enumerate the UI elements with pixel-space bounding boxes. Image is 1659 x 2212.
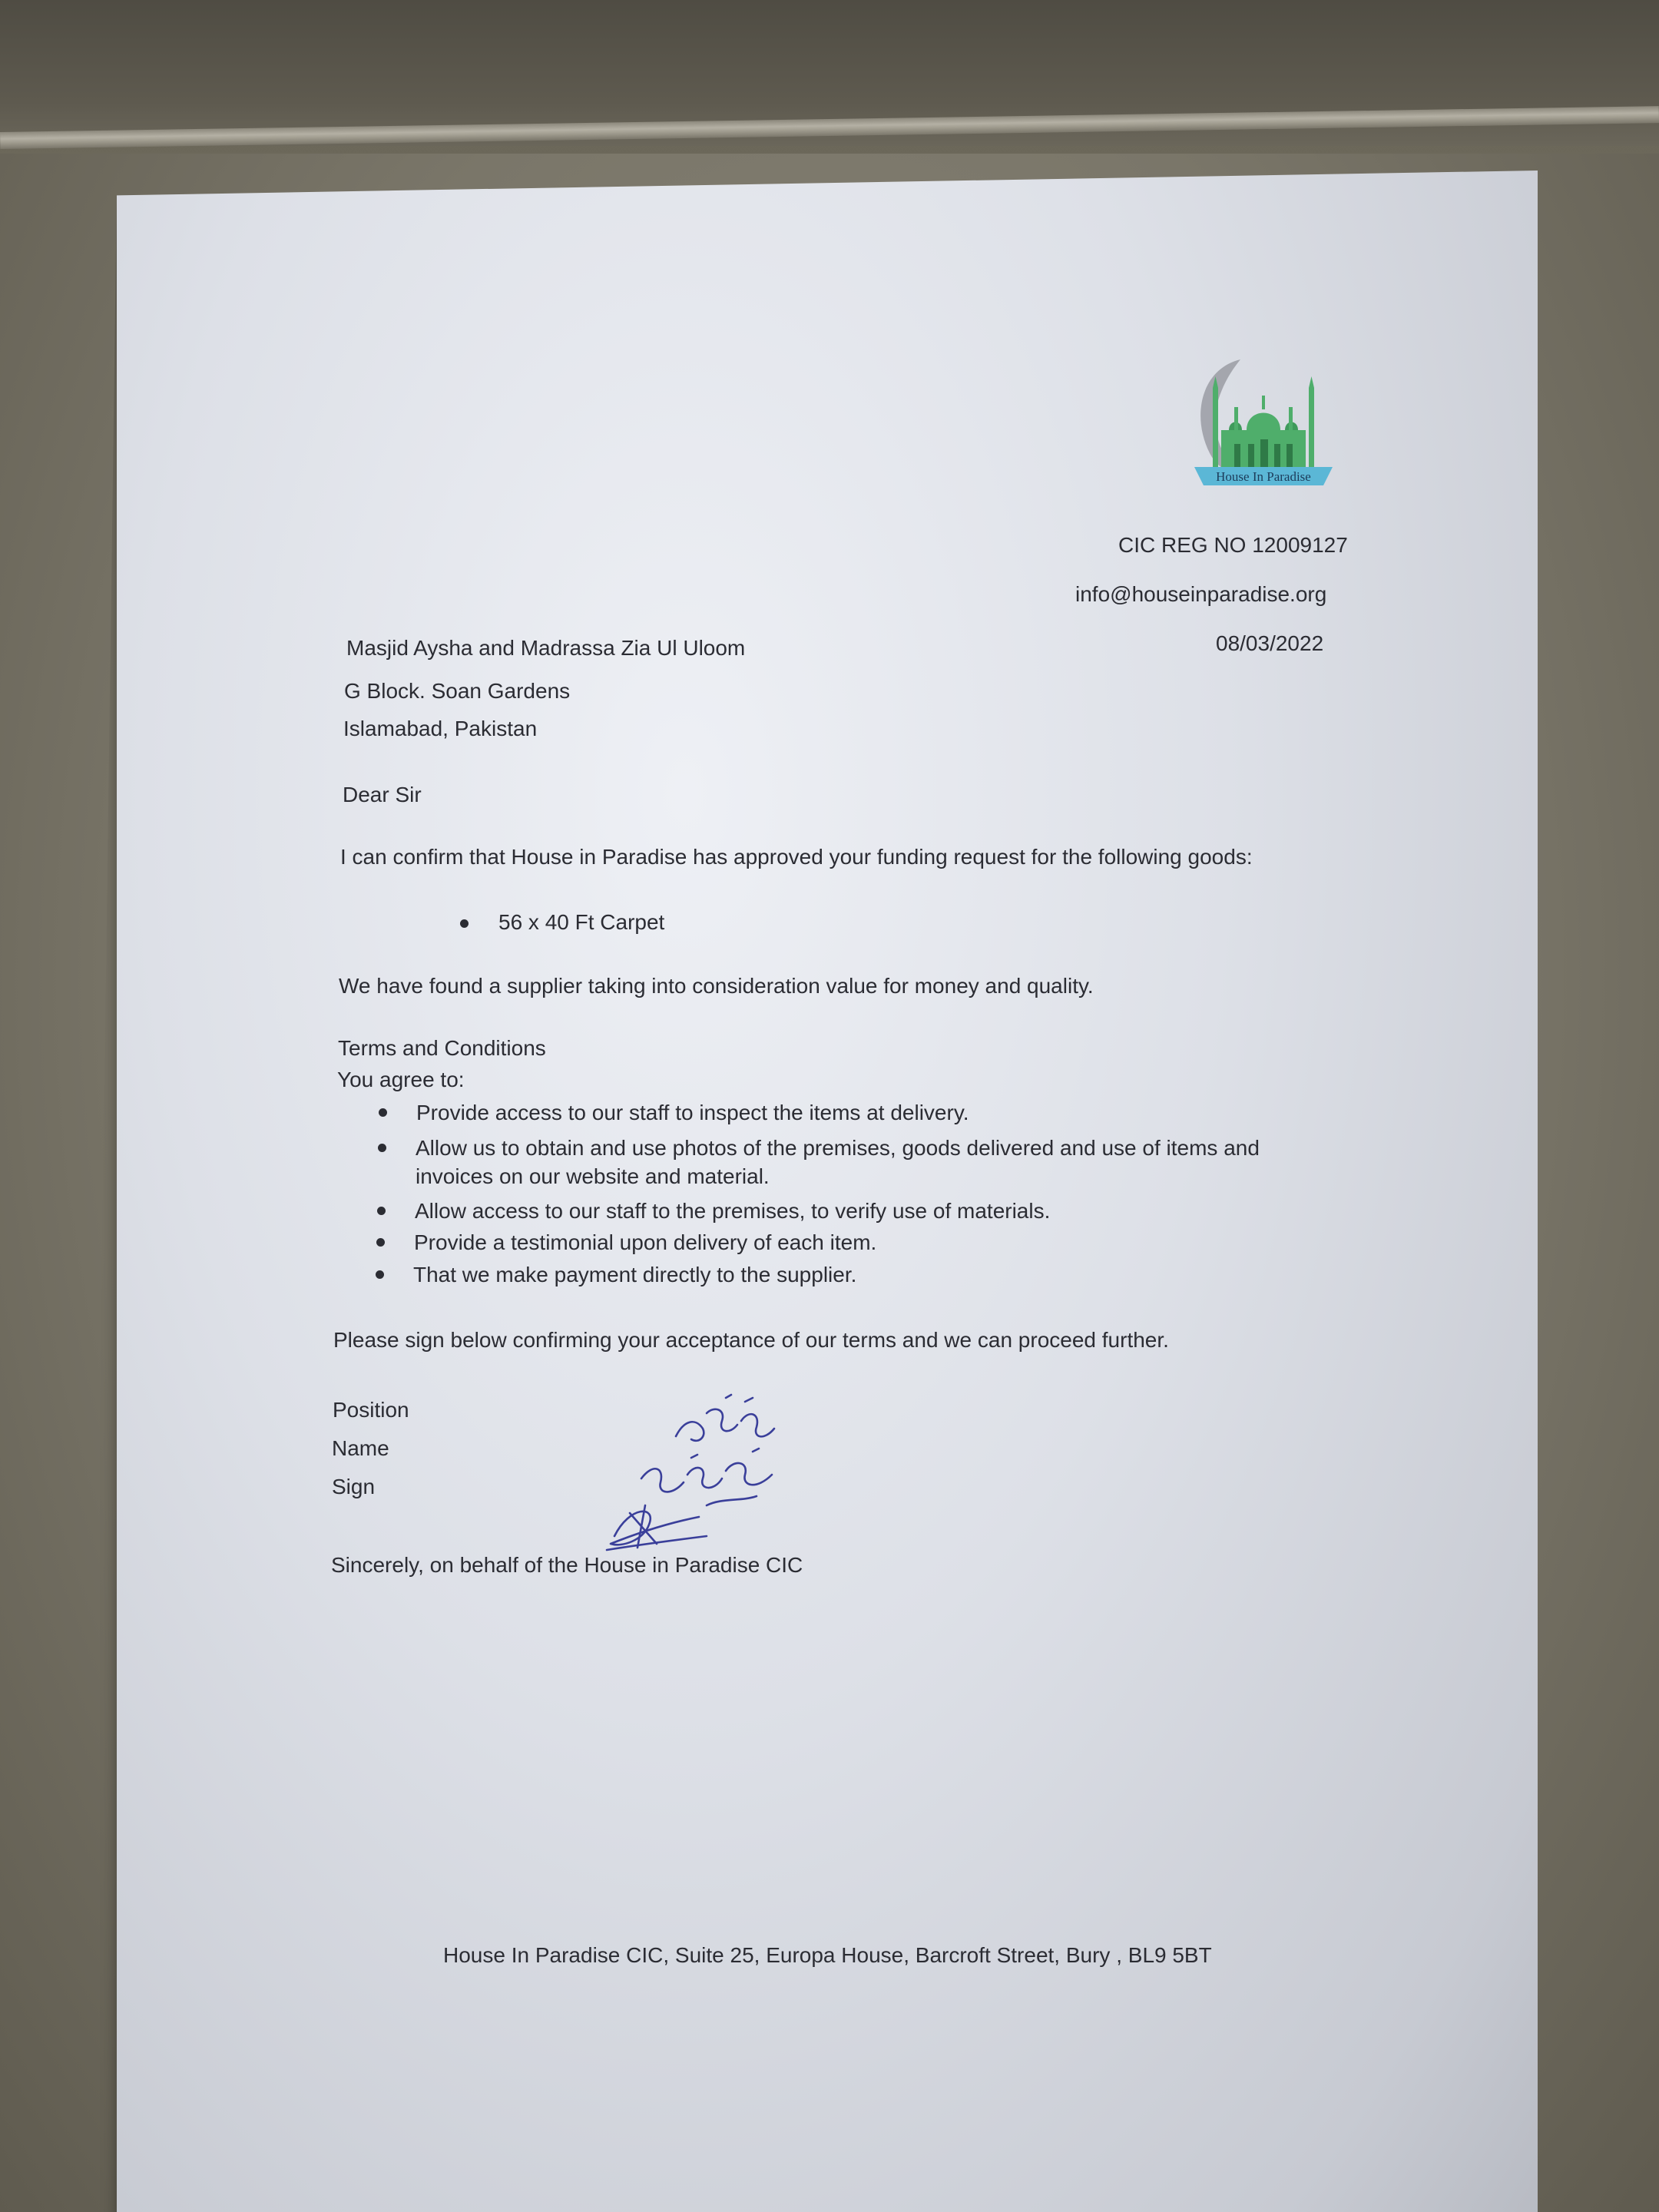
footer-address: House In Paradise CIC, Suite 25, Europa House, Barcroft Street, Bury , BL9 5BT	[443, 1943, 1212, 1967]
goods-item: 56 x 40 Ft Carpet	[498, 910, 665, 934]
position-label: Position	[333, 1398, 409, 1422]
term-item-1: Provide access to our staff to inspect the items at delivery.	[416, 1101, 969, 1124]
letter-date: 08/03/2022	[1216, 631, 1324, 655]
handwritten-signature	[599, 1390, 799, 1559]
recipient-line-2: G Block. Soan Gardens	[344, 679, 571, 703]
supplier-note: We have found a supplier taking into consideration value for money and quality.	[339, 974, 1094, 998]
house-in-paradise-logo	[1187, 353, 1340, 492]
sign-request: Please sign below confirming your acceptance of our terms and we can proceed further.	[333, 1328, 1169, 1352]
recipient-line-3: Islamabad, Pakistan	[343, 717, 538, 740]
closing-line: Sincerely, on behalf of the House in Paradise CIC	[331, 1553, 803, 1577]
term-bullet	[378, 1144, 386, 1152]
intro-paragraph: I can confirm that House in Paradise has approved your funding request for the following goods:	[340, 845, 1253, 869]
registration-number: CIC REG NO 12009127	[1118, 533, 1348, 557]
goods-bullet	[460, 919, 469, 928]
term-bullet	[379, 1108, 387, 1117]
term-item-2-continued: invoices on our website and material.	[416, 1164, 770, 1188]
terms-title: Terms and Conditions	[338, 1036, 546, 1060]
term-bullet	[377, 1207, 386, 1215]
term-bullet	[376, 1270, 384, 1279]
term-item-2: Allow us to obtain and use photos of the premises, goods delivered and use of items and	[416, 1136, 1260, 1160]
logo-text: House In Paradise	[1216, 469, 1311, 484]
terms-intro: You agree to:	[337, 1068, 465, 1091]
sign-label: Sign	[332, 1475, 376, 1498]
name-label: Name	[332, 1436, 389, 1460]
term-bullet	[376, 1238, 385, 1247]
term-item-3: Allow access to our staff to the premises, to verify use of materials.	[415, 1199, 1051, 1223]
term-item-5: That we make payment directly to the supplier.	[413, 1263, 857, 1286]
recipient-line-1: Masjid Aysha and Madrassa Zia Ul Uloom	[346, 636, 746, 660]
term-item-4: Provide a testimonial upon delivery of each item.	[414, 1230, 877, 1254]
contact-email: info@houseinparadise.org	[1075, 582, 1327, 606]
salutation: Dear Sir	[343, 783, 422, 806]
